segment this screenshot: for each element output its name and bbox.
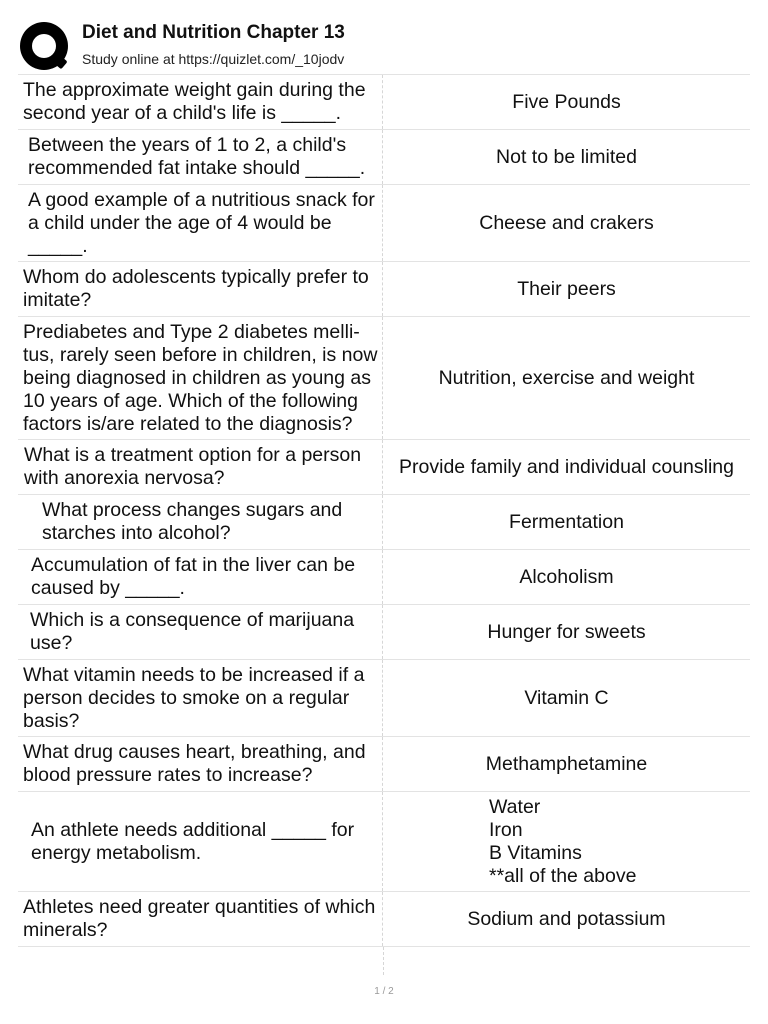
card-question: Prediabetes and Type 2 diabetes melli-tus, rarely seen before in children, is now being diagnosed in children as young as 10 years of age. Which of the following factors is/are related to the diagnosis?: [18, 317, 383, 439]
card-answer: Alcoholism: [519, 565, 614, 588]
card-answer: Nutrition, exercise and weight: [438, 366, 695, 389]
card-row: [18, 75, 750, 130]
card-answer: Provide family and individual counsling: [399, 455, 734, 478]
card-answer: Fermentation: [509, 510, 624, 533]
card-question: Athletes need greater quantities of which minerals?: [18, 892, 383, 946]
card-question: An athlete needs additional _____ for energy metabolism.: [18, 792, 383, 891]
card-answer: Methamphetamine: [485, 752, 648, 775]
card-question: What process changes sugars and starches into alcohol?: [18, 495, 383, 549]
card-answer: Sodium and potassium: [467, 907, 666, 930]
study-link[interactable]: Study online at https://quizlet.com/_10jodv: [82, 51, 345, 67]
card-row: [18, 262, 750, 317]
answer-option: Iron: [489, 818, 523, 841]
card-question: Between the years of 1 to 2, a child's recommended fat intake should _____.: [18, 130, 383, 184]
card-answer: Vitamin C: [524, 686, 609, 709]
card-row: [18, 892, 750, 947]
card-answer: Hunger for sweets: [487, 620, 646, 643]
card-row: [18, 185, 750, 262]
card-answer: Cheese and crakers: [479, 211, 654, 234]
card-question: What drug causes heart, breathing, and blood pressure rates to increase?: [18, 737, 383, 791]
card-row: [18, 130, 750, 185]
card-answer: Not to be limited: [496, 145, 637, 168]
card-question: Accumulation of fat in the liver can be caused by _____.: [18, 550, 383, 604]
page-title: Diet and Nutrition Chapter 13: [82, 22, 345, 43]
answer-option: **all of the above: [489, 864, 637, 887]
card-question: Whom do adolescents typically prefer to imitate?: [18, 262, 383, 316]
card-answer: Five Pounds: [512, 90, 621, 113]
card-question: The approximate weight gain during the second year of a child's life is _____.: [18, 75, 383, 129]
card-row: [18, 737, 750, 792]
card-row: [18, 495, 750, 550]
page-number: 1 / 2: [374, 986, 394, 997]
flashcard-table: [18, 74, 750, 947]
card-row: [18, 440, 750, 495]
answer-option: Water: [489, 795, 541, 818]
card-row: [18, 317, 750, 440]
card-question: A good example of a nutritious snack for a child under the age of 4 would be _____.: [18, 185, 383, 261]
card-answer: Their peers: [517, 277, 616, 300]
answer-option: B Vitamins: [489, 841, 582, 864]
card-row: [18, 550, 750, 605]
quizlet-logo-icon: [20, 22, 68, 70]
card-answer-list: [383, 792, 750, 891]
column-divider: [383, 947, 384, 975]
card-question: What vitamin needs to be increased if a person decides to smoke on a regular basis?: [18, 660, 383, 736]
card-row: [18, 792, 750, 892]
card-row: [18, 660, 750, 737]
card-question: What is a treatment option for a person with anorexia nervosa?: [18, 440, 383, 494]
card-row: [18, 605, 750, 660]
card-question: Which is a consequence of marijuana use?: [18, 605, 383, 659]
